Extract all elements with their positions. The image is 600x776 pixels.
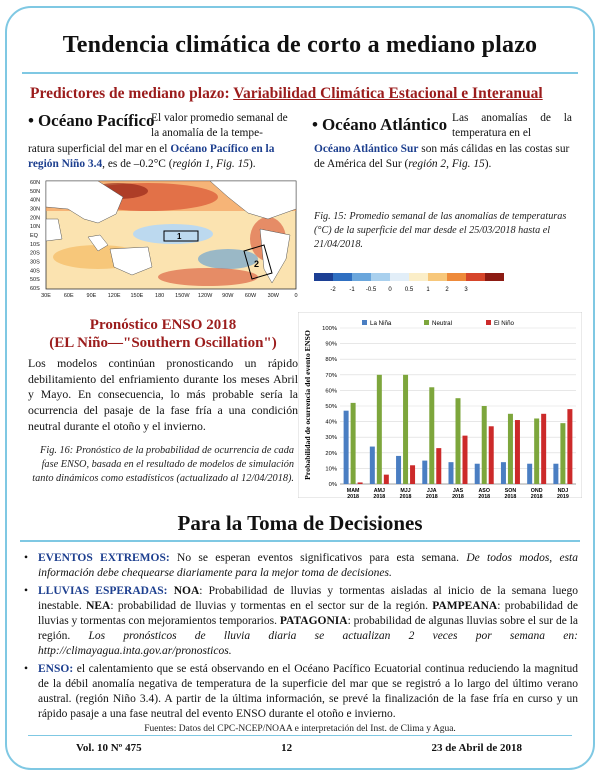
map-lon-label: 30E <box>41 293 51 299</box>
chart-bar-neutral <box>377 375 382 484</box>
colorbar-tick: -0.5 <box>365 287 377 293</box>
map-lat-label: 10S <box>30 241 40 248</box>
chart-ytick: 10% <box>325 466 337 473</box>
colorbar-swatch <box>466 273 485 281</box>
chart-xtick: JJA 2018 <box>425 488 438 498</box>
colorbar-swatch <box>314 273 333 281</box>
chart-bar-la-niña <box>344 411 349 484</box>
map-lon-label: 60W <box>244 293 257 299</box>
chart-bar-la-niña <box>422 461 427 484</box>
chart-bar-la-niña <box>370 447 375 484</box>
predictores-prefix: Predictores de mediano plazo: <box>30 85 230 102</box>
page-title: Tendencia climática de corto a mediano plazo <box>62 32 538 58</box>
colorbar-swatch <box>352 273 371 281</box>
region-1-label: 1 <box>177 232 182 241</box>
map-lon-label: 120W <box>197 293 213 299</box>
chart-bar-la-niña <box>449 462 454 484</box>
chart-ytick: 100% <box>322 326 337 332</box>
colorbar-tick: -1 <box>349 287 355 293</box>
chart-xtick: AMJ 2018 <box>373 488 386 498</box>
colorbar-tick: 0.5 <box>404 287 414 293</box>
map-lat-label: 30N <box>30 206 41 213</box>
footer-volume: Vol. 10 Nº 475 <box>76 741 142 754</box>
pacific-title: Océano Pacífico <box>37 111 155 130</box>
atlantic-title: Océano Atlántico <box>321 115 448 134</box>
map-lat-label: 10N <box>30 224 41 231</box>
legend-label: El Niño <box>494 320 514 327</box>
chart-bar-el-niño <box>358 482 363 484</box>
chart-bar-la-niña <box>527 464 532 484</box>
chart-ytick: 30% <box>325 435 337 442</box>
sst-anomaly-map <box>28 179 300 303</box>
bullet-icon: • <box>24 585 29 597</box>
colorbar-swatch <box>409 273 428 281</box>
colorbar-swatch <box>371 273 390 281</box>
map-lat-label: 40N <box>30 197 41 204</box>
chart-bar-la-niña <box>475 464 480 484</box>
enso-body: Los modelos continúan pronosticando un rápido debilitamiento del enfriamiento durante los meses Abril y Mayo. En consecuencia, lo más probable sería la ocurrencia del pasaje de la fase fría a una condición neutral durante el otoño y el invierno. <box>28 356 298 433</box>
legend-swatch <box>424 320 429 325</box>
map-lon-label: 90W <box>222 293 234 299</box>
sst-colorbar <box>314 273 504 295</box>
enso-probability-chart <box>298 312 582 498</box>
bullet-icon: • <box>312 115 318 134</box>
bullet-icon: • <box>28 111 34 130</box>
colorbar-tick: -2 <box>330 287 336 293</box>
chart-ytick: 50% <box>325 404 337 410</box>
chart-xtick: ASO 2018 <box>478 488 491 498</box>
chart-bar-el-niño <box>463 436 468 484</box>
map-lon-label: 30W <box>267 293 279 299</box>
colorbar-swatch <box>447 273 466 281</box>
chart-bar-el-niño <box>541 414 546 484</box>
legend-label: Neutral <box>432 320 452 327</box>
chart-xtick: MAM 2018 <box>346 488 360 498</box>
decisions-divider <box>20 540 580 542</box>
chart-xtick: OND 2018 <box>530 488 543 498</box>
bullet-icon: • <box>24 552 29 564</box>
map-lat-label: EQ <box>30 233 38 239</box>
chart-bar-neutral <box>429 387 434 484</box>
chart-ytick: 20% <box>325 450 337 457</box>
forecast-link[interactable]: Los pronósticos de lluvia diaria se actualizan 2 veces por semana en: http://climayagua.inta.gov.ar/pronosticos. <box>38 630 578 657</box>
section-heading-predictores <box>30 85 543 103</box>
map-lon-label: 150E <box>130 293 144 299</box>
pacific-highlight: Océano Pacífico en la región Niño 3.4 <box>28 143 275 170</box>
chart-ytick: 70% <box>325 372 337 379</box>
list-item-enso: • ENSO: el calentamiento que se está observando en el Océano Pacífico Ecuatorial continua reduciendo la magnitud de la débil anomalía negativa de temperatura de la superficie del mar que se registró a lo largo del último verano austral. (región Niño 3.4). A partir de la última información, se prevé la finalización de la fase fría en curso y un rápido pasaje a una fase neutral del evento ENSO durante el otoño e invierno. <box>24 663 578 720</box>
colorbar-tick: 2 <box>445 287 449 293</box>
bullet-icon: • <box>24 663 29 675</box>
fig16-caption: Fig. 16: Pronóstico de la probabilidad de ocurrencia de cada fase ENSO, basada en el resultado de modelos de simulación tanto dinámicos como estadísticos (actualizado al 12/04/2018). <box>32 445 294 484</box>
chart-bar-neutral <box>456 398 461 484</box>
map-lat-label: 50S <box>30 277 40 284</box>
sources-note: Fuentes: Datos del CPC-NCEP/NOAA e interpretación del Inst. de Clima y Agua. <box>144 724 456 734</box>
enso-heading <box>28 316 298 352</box>
colorbar-tick: 3 <box>464 287 468 293</box>
atlantic-text-b: Océano Atlántico Sur son más cálidas en las costas sur de América del Sur (región 2, Fig. 15). <box>314 143 570 170</box>
map-lon-label: 180 <box>155 293 165 299</box>
title-divider <box>22 72 578 74</box>
chart-ytick: 60% <box>325 388 337 395</box>
chart-bar-el-niño <box>567 409 572 484</box>
colorbar-swatch <box>485 273 504 281</box>
fig15-caption: Fig. 15: Promedio semanal de las anomalías de temperaturas (°C) de la superficie del mar desde el 25/03/2018 hasta el 21/04/2018. <box>314 211 567 250</box>
map-lon-label: 90E <box>86 293 97 299</box>
chart-ytick: 80% <box>325 357 337 364</box>
list-item-eventos: • EVENTOS EXTREMOS: No se esperan eventos significativos para esta semana. De todos modos, esta información debe chequearse diariamente para la mejor toma de decisiones. <box>24 552 578 579</box>
enso-title-line2: (EL Niño—"Southern Oscillation") <box>49 335 277 351</box>
chart-ytick: 0% <box>328 482 337 488</box>
map-lat-label: 20S <box>30 250 40 257</box>
legend-swatch <box>486 320 491 325</box>
chart-bar-neutral <box>534 418 539 484</box>
chart-ylabel: Probabilidad de ocurrencia del evento ENSO <box>303 330 312 480</box>
chart-xtick: MJJ 2018 <box>399 488 412 498</box>
list-item-lluvias: • LLUVIAS ESPERADAS: NOA: Probabilidad de lluvias y tormentas aisladas al inicio de la semana luego inestable. NEA: probabilidad de lluvias y tormentas en el sector sur de la región. PAMPEANA: probabilidad de lluvias y tormentas con mejoramientos temporarios. PATAGONIA: probabilidad de algunas lluvias sobre el sur de la región. Los pronósticos de lluvia diaria se actualizan 2 veces por semana en: http://climayagua.inta.gov.ar/pronosticos. <box>24 585 578 657</box>
chart-bar-la-niña <box>553 464 558 484</box>
chart-xtick: SON 2018 <box>504 488 517 498</box>
map-lon-label: 150W <box>175 293 190 299</box>
region-2-label: 2 <box>254 259 260 269</box>
colorbar-tick: 1 <box>426 287 430 293</box>
map-lat-label: 40S <box>30 268 40 275</box>
colorbar-tick: 0 <box>388 287 392 293</box>
chart-bar-el-niño <box>515 420 520 484</box>
chart-bar-el-niño <box>436 448 441 484</box>
predictores-link[interactable]: Variabilidad Climática Estacional e Interanual <box>233 85 543 102</box>
legend-label: La Niña <box>370 320 392 327</box>
footer-date: 23 de Abril de 2018 <box>431 741 522 754</box>
chart-xtick: NDJ 2019 <box>556 488 569 498</box>
decisions-list <box>24 551 578 725</box>
map-lat-label: 60N <box>30 180 41 186</box>
chart-bar-neutral <box>482 406 487 484</box>
chart-ytick: 90% <box>325 341 337 348</box>
page-footer <box>28 735 572 756</box>
atlantic-highlight: Océano Atlántico Sur <box>314 143 419 155</box>
decisions-heading: Para la Toma de Decisiones <box>177 511 423 535</box>
chart-bar-neutral <box>560 423 565 484</box>
map-lon-label: 0 <box>294 293 298 299</box>
map-lat-label: 60S <box>30 286 40 292</box>
enso-title-line1: Pronóstico ENSO 2018 <box>89 317 237 333</box>
atlantic-text-a: Las anomalías de la temperatura en el <box>452 112 572 139</box>
map-lon-label: 120E <box>107 293 121 299</box>
chart-xtick: JAS 2018 <box>452 488 464 498</box>
chart-bar-el-niño <box>410 465 415 484</box>
pacific-text-b: ratura superficial del mar en el Océano Pacífico en la región Niño 3.4, es de –0.2°C (región 1, Fig. 15). <box>28 143 275 170</box>
map-lat-label: 20N <box>30 215 41 222</box>
atlantic-ref: región 2, Fig. 15 <box>408 158 485 170</box>
chart-bar-el-niño <box>489 426 494 484</box>
colorbar-swatch <box>390 273 409 281</box>
chart-ytick: 40% <box>325 419 337 426</box>
chart-bar-la-niña <box>396 456 401 484</box>
atlantic-heading <box>312 115 447 135</box>
map-lon-label: 60E <box>63 293 74 299</box>
chart-bar-neutral <box>403 375 408 484</box>
colorbar-swatch <box>333 273 352 281</box>
colorbar-swatch <box>428 273 447 281</box>
map-lat-label: 30S <box>30 259 40 266</box>
map-lat-label: 50N <box>30 188 41 195</box>
footer-page-number: 12 <box>281 741 293 754</box>
chart-bar-neutral <box>351 403 356 484</box>
chart-bar-neutral <box>508 414 513 484</box>
chart-bar-la-niña <box>501 462 506 484</box>
legend-swatch <box>362 320 367 325</box>
pacific-text-a: El valor promedio semanal de la anomalía de la tempe- <box>151 112 288 139</box>
chart-bar-el-niño <box>384 475 389 484</box>
pacific-heading <box>28 111 155 131</box>
pacific-ref: región 1, Fig. 15 <box>172 158 249 170</box>
